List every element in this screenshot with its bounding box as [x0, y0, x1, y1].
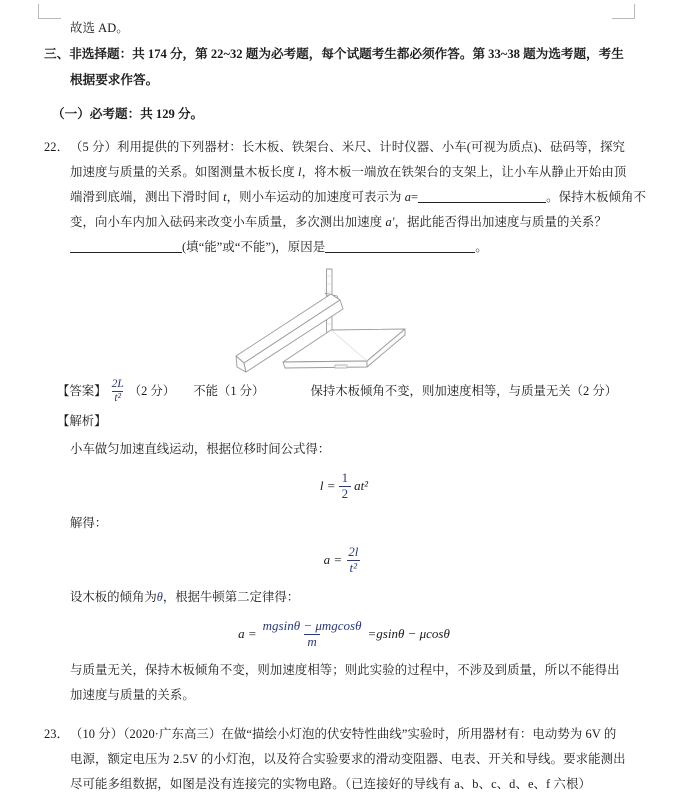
- answer-reason: 保持木板倾角不变，则加速度相等，与质量无关: [310, 384, 571, 398]
- answer-22-block: [44, 376, 644, 406]
- formula1-numerator: 1: [341, 470, 349, 485]
- q22-l4-b: ，据此能否得出加速度与质量的关系？: [394, 215, 607, 229]
- formula1-fraction: [339, 471, 352, 501]
- q22-l4-a: 变，向小车内加入砝码来改变小车质量，多次测出加速度: [70, 215, 386, 229]
- figure-area: [44, 266, 644, 376]
- analysis-22-block: [44, 406, 644, 708]
- question-23-number: 23．: [44, 727, 70, 742]
- formula3-lhs: a: [238, 626, 245, 642]
- answer-points-1: （2 分）: [128, 384, 176, 398]
- analysis-paragraph-3: [44, 584, 644, 610]
- question-23-line-2: 电源，额定电压为 2.5V 的小灯泡，以及符合实验要求的滑动变阻器、电表、开关和导线。要求能测出: [70, 752, 626, 767]
- analysis-p3-b: ，根据牛顿第二定律得：: [162, 590, 300, 605]
- q22-var-t: t: [223, 190, 227, 204]
- section-heading-line-2: 根据要求作答。: [70, 73, 159, 87]
- q22-var-a: a: [404, 190, 412, 204]
- question-22-line-4: [44, 210, 644, 235]
- analysis-paragraph-4-line-2: 加速度与质量的关系。: [70, 688, 195, 703]
- formula2-fraction: [345, 545, 361, 575]
- formula1-eq: =: [326, 478, 336, 494]
- answer-blank-2[interactable]: [70, 252, 182, 253]
- document-content: [44, 16, 647, 797]
- q22-l3-b: ，则小车运动的加速度可表示为: [226, 190, 405, 204]
- analysis-paragraph-4-line-1: 与质量无关，保持木板倾角不变，则加速度相等；则此实验的过程中，不涉及到质量，所以不能得出: [70, 663, 620, 678]
- subsection-heading: （一）必考题：共 129 分。: [52, 107, 204, 121]
- analysis-p3-a: 设木板的倾角为: [70, 590, 157, 605]
- q22-var-l: l: [298, 165, 302, 179]
- formula2-denominator: t²: [347, 560, 361, 576]
- q22-l5-b: 。: [475, 240, 488, 254]
- question-23-score: （10 分）: [70, 727, 124, 742]
- formula2-numerator: 2l: [348, 544, 359, 560]
- answer-label: 【答案】: [57, 384, 107, 398]
- inclined-board-on-iron-stand-figure: [219, 266, 459, 376]
- analysis-theta-symbol: θ: [156, 590, 163, 605]
- q22-l2-a: 加速度与质量的关系。如图测量木板长度: [70, 165, 299, 179]
- answer-fraction-numerator: 2L: [111, 378, 124, 391]
- formula1-rhs: at²: [354, 478, 369, 494]
- q22-l2-b: ，将木板一端放在铁架台的支架上，让小车从静止开始由顶: [301, 165, 627, 179]
- answer-blank-1[interactable]: [418, 202, 546, 203]
- question-23-text-a: 在做“描绘小灯泡的伏安特性曲线”实验时，所用器材有：电动势为 6V 的: [221, 727, 617, 742]
- q22-var-a-prime: a′: [385, 215, 395, 229]
- question-22-line-2: [44, 160, 644, 185]
- question-23-source: （2020·广东高三）: [123, 727, 222, 742]
- analysis-label: 【解析】: [57, 414, 107, 428]
- previous-answer-line: 故选 AD。: [70, 21, 129, 35]
- formula2-eq: =: [333, 552, 343, 568]
- answer-judgement: 不能: [193, 384, 218, 398]
- question-23-line-3: 尽可能多组数据，如图是没有连接完的实物电路。（已连接好的导线有 a、b、c、d、e、f 六根）: [70, 777, 591, 792]
- question-22-line-3: [44, 185, 647, 210]
- question-22-number: 22．: [44, 140, 70, 154]
- answer-points-2: （1 分）: [217, 384, 265, 398]
- formula3-rhs: gsinθ − μcosθ: [376, 626, 450, 642]
- formula3-denominator: m: [304, 634, 319, 650]
- formula1-lhs: l: [319, 478, 324, 494]
- answer-fraction-denominator: t²: [114, 391, 121, 404]
- q22-l3-a: 端滑到底端，测出下滑时间: [70, 190, 224, 204]
- formula3-eq2: =: [367, 626, 377, 642]
- q22-l3-eq: =: [411, 190, 419, 204]
- formula3-numerator: mgsinθ − μmgcosθ: [262, 618, 362, 634]
- question-22-line-5: [44, 235, 644, 260]
- answer-points-3: （2 分）: [570, 384, 618, 398]
- question-23-block: [44, 722, 644, 797]
- analysis-paragraph-1: 小车做匀加速直线运动，根据位移时间公式得：: [70, 442, 331, 456]
- question-22-block: [44, 135, 647, 260]
- question-22-score: （5 分）: [70, 140, 117, 154]
- q22-l3-c: 。保持木板倾角不: [546, 190, 647, 204]
- formula-acceleration: [44, 546, 644, 576]
- formula-newton-second-law: [44, 620, 644, 650]
- formula1-denominator: 2: [339, 486, 352, 502]
- formula-displacement-time: [44, 472, 644, 502]
- section-heading-line-1: 三、非选择题：共 174 分，第 22~32 题为必考题，每个试题考生都必须作答。第 33~38 题为选考题，考生: [44, 47, 624, 61]
- question-22-line-1: [44, 135, 644, 160]
- analysis-paragraph-2: 解得：: [70, 516, 108, 531]
- question-22-text-a: 利用提供的下列器材：长木板、铁架台、米尺、计时仪器、小车(可视为质点)、砝码等，探究: [116, 140, 626, 154]
- answer-fraction: [110, 378, 126, 404]
- q22-l5-a: (填“能”或“不能”)，原因是: [182, 240, 326, 254]
- answer-blank-3[interactable]: [325, 252, 475, 253]
- formula3-fraction: [260, 619, 365, 649]
- answer-22-line: [44, 376, 644, 406]
- formula2-lhs: a: [323, 552, 331, 568]
- formula3-eq: =: [247, 626, 257, 642]
- question-23-line-1: [44, 722, 644, 747]
